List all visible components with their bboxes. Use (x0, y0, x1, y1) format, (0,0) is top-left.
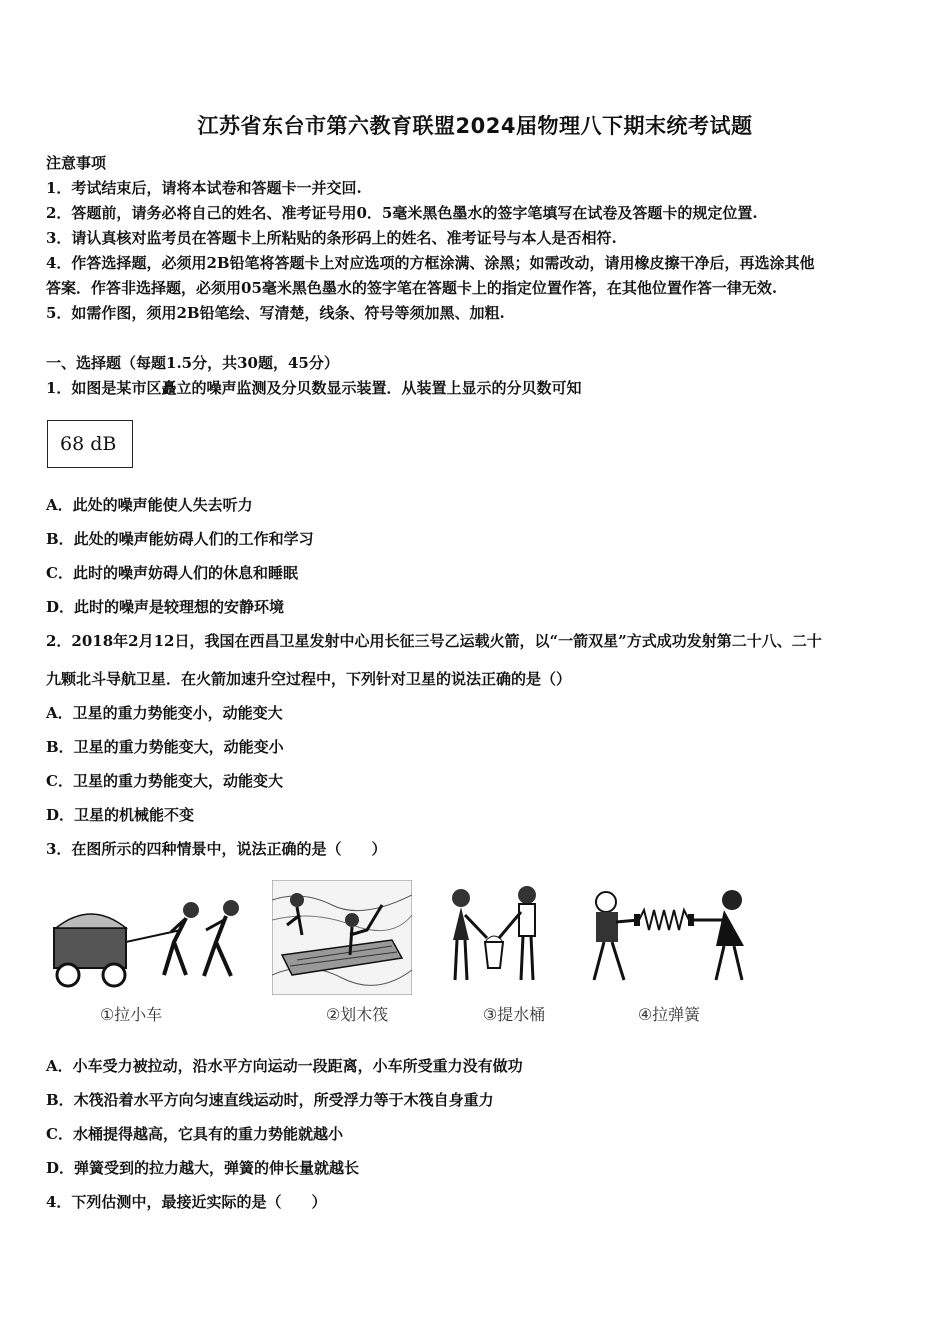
figure-2-caption: ②划木筏 (325, 1005, 389, 1024)
spring-illustration (584, 880, 754, 995)
q1-option-d: D．此时的噪声是较理想的安静环境 (46, 598, 285, 616)
q2-option-d: D．卫星的机械能不变 (46, 806, 195, 824)
figure-pull-cart (46, 880, 216, 1030)
figure-bucket (429, 880, 599, 1030)
q1-option-a: A．此处的噪声能使人失去听力 (46, 496, 253, 514)
q2-option-b: B．卫星的重力势能变大，动能变小 (46, 738, 284, 756)
figure-4-caption: ④拉弹簧 (637, 1005, 701, 1024)
q3-option-b: B．木筏沿着水平方向匀速直线运动时，所受浮力等于木筏自身重力 (46, 1091, 494, 1109)
notice-heading: 注意事项 (46, 154, 107, 172)
q4-stem: 4．下列估测中，最接近实际的是（ ） (46, 1193, 327, 1211)
notice-item-3: 3．请认真核对监考员在答题卡上所粘贴的条形码上的姓名、准考证号与本人是否相符. (46, 229, 617, 247)
notice-item-4-cont: 答案．作答非选择题，必须用05毫米黑色墨水的签字笔在答题卡上的指定位置作答，在其他位置作答一律无效. (46, 279, 778, 297)
q3-option-d: D．弹簧受到的拉力越大，弹簧的伸长量就越长 (46, 1159, 360, 1177)
notice-item-1: 1．考试结束后，请将本试卷和答题卡一并交回. (46, 179, 362, 197)
q1-option-b: B．此处的噪声能妨碍人们的工作和学习 (46, 530, 314, 548)
section-heading: 一、选择题（每题1.5分，共30题，45分） (46, 354, 339, 372)
q3-figures (46, 880, 766, 1030)
figure-3-caption: ③提水桶 (482, 1005, 546, 1024)
q3-stem: 3．在图所示的四种情景中，说法正确的是（ ） (46, 840, 387, 858)
q2-stem-line2: 九颗北斗导航卫星．在火箭加速升空过程中，下列针对卫星的说法正确的是（） (46, 670, 572, 688)
notice-item-4: 4．作答选择题，必须用2B铅笔将答题卡上对应选项的方框涂满、涂黑；如需改动，请用橡皮擦干净后，再选涂其他 (46, 254, 815, 272)
decibel-display: 68 dB (47, 420, 133, 468)
raft-illustration (272, 880, 412, 995)
notice-item-2: 2．答题前，请务必将自己的姓名、准考证号用0．5毫米黑色墨水的签字笔填写在试卷及答题卡的规定位置. (46, 204, 758, 222)
page-title: 江苏省东台市第六教育联盟2024届物理八下期末统考试题 (197, 114, 753, 138)
q2-option-c: C．卫星的重力势能变大，动能变大 (46, 772, 283, 790)
q1-stem: 1．如图是某市区矗立的噪声监测及分贝数显示装置．从装置上显示的分贝数可知 (46, 379, 582, 397)
q3-option-a: A．小车受力被拉动，沿水平方向运动一段距离，小车所受重力没有做功 (46, 1057, 523, 1075)
q2-stem-line1: 2．2018年2月12日，我国在西昌卫星发射中心用长征三号乙运载火箭，以“一箭双星”方式成功发射第二十八、二十 (46, 632, 822, 650)
bucket-illustration (429, 880, 559, 995)
q2-option-a: A．卫星的重力势能变小，动能变大 (46, 704, 283, 722)
q1-option-c: C．此时的噪声妨碍人们的休息和睡眠 (46, 564, 298, 582)
figure-raft (272, 880, 442, 1030)
figure-spring (584, 880, 754, 1030)
q3-option-c: C．水桶提得越高，它具有的重力势能就越小 (46, 1125, 343, 1143)
figure-1-caption: ①拉小车 (99, 1005, 163, 1024)
pull-cart-illustration (46, 880, 256, 1000)
notice-item-5: 5．如需作图，须用2B铅笔绘、写清楚，线条、符号等须加黑、加粗. (46, 304, 505, 322)
